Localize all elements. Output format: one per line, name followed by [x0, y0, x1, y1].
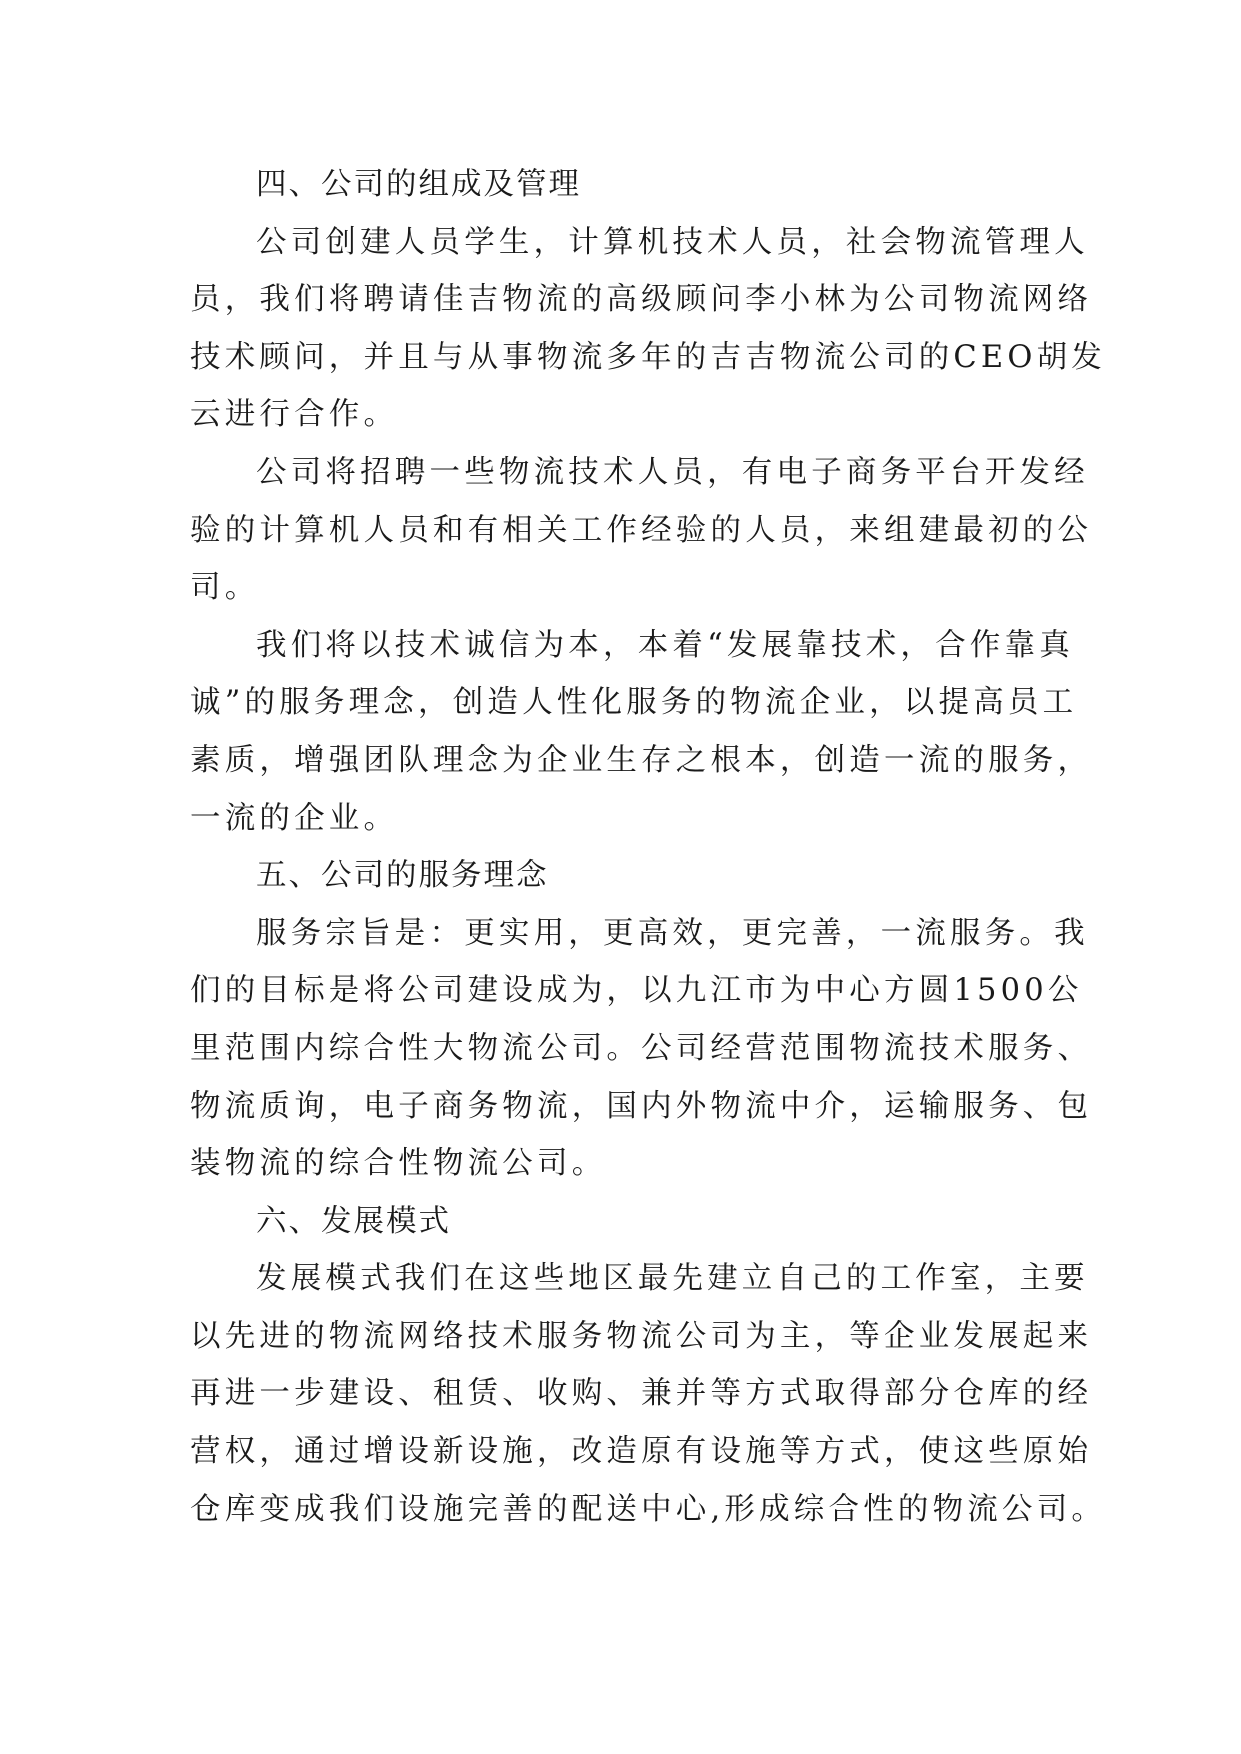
section-heading-5: 五、公司的服务理念 [256, 858, 549, 894]
paragraph-line: 以先进的物流网络技术服务物流公司为主，等企业发展起来 [190, 1318, 1093, 1354]
paragraph-line: 技术顾问，并且与从事物流多年的吉吉物流公司的CEO胡发 [190, 339, 1107, 375]
paragraph-line: 验的计算机人员和有相关工作经验的人员，来组建最初的公 [190, 512, 1093, 548]
paragraph-line: 发展模式我们在这些地区最先建立自己的工作室，主要 [256, 1261, 1089, 1297]
paragraph-line: 云进行合作。 [190, 397, 399, 433]
paragraph-line: 再进一步建设、租赁、收购、兼并等方式取得部分仓库的经 [190, 1376, 1093, 1412]
paragraph-line: 公司将招聘一些物流技术人员，有电子商务平台开发经 [256, 454, 1089, 490]
section-heading-6: 六、发展模式 [256, 1203, 451, 1239]
paragraph-line: 装物流的综合性物流公司。 [190, 1146, 607, 1182]
paragraph-line: 素质，增强团队理念为企业生存之根本，创造一流的服务， [190, 742, 1093, 778]
paragraph-line: 仓库变成我们设施完善的配送中心,形成综合性的物流公司。 [190, 1491, 1107, 1527]
paragraph-line: 公司创建人员学生，计算机技术人员，社会物流管理人 [256, 224, 1089, 260]
paragraph-line: 一流的企业。 [190, 800, 399, 836]
paragraph-line: 们的目标是将公司建设成为，以九江市为中心方圆1500公 [190, 973, 1083, 1009]
paragraph-line: 里范围内综合性大物流公司。公司经营范围物流技术服务、 [190, 1030, 1093, 1066]
paragraph-line: 诚”的服务理念，创造人性化服务的物流企业，以提高员工 [190, 685, 1078, 721]
paragraph-line: 营权，通过增设新设施，改造原有设施等方式，使这些原始 [190, 1434, 1093, 1470]
paragraph-line: 员，我们将聘请佳吉物流的高级顾问李小林为公司物流网络 [190, 282, 1093, 318]
paragraph-line: 物流质询，电子商务物流，国内外物流中介，运输服务、包 [190, 1088, 1093, 1124]
paragraph-line: 服务宗旨是：更实用，更高效，更完善，一流服务。我 [256, 915, 1089, 951]
document-body [190, 156, 1107, 1538]
paragraph-line: 司。 [190, 570, 260, 606]
section-heading-4: 四、公司的组成及管理 [256, 167, 581, 202]
paragraph-line: 我们将以技术诚信为本，本着“发展靠技术，合作靠真 [256, 627, 1074, 663]
